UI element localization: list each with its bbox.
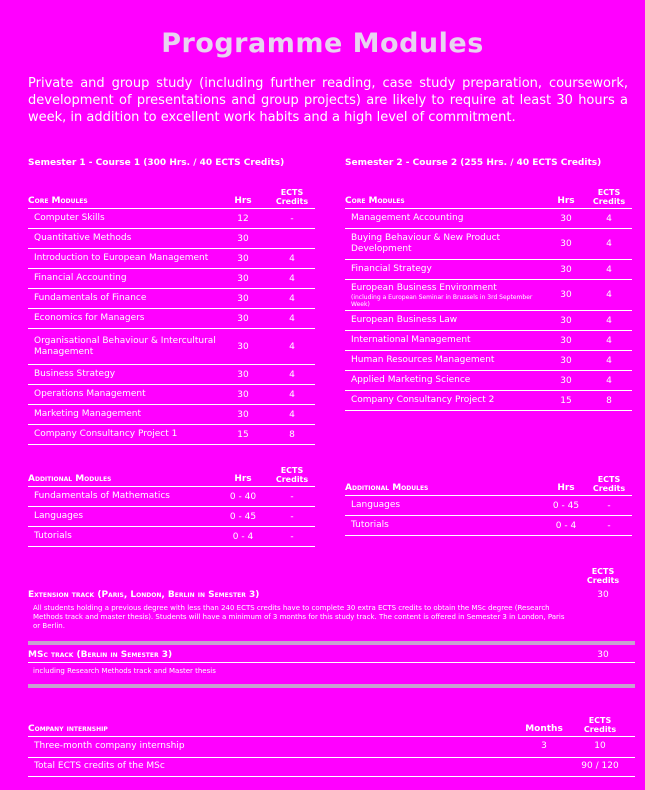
table-row <box>28 289 315 309</box>
table-row <box>345 280 632 311</box>
module-name-text: Management Accounting <box>351 213 464 223</box>
table-row <box>28 405 315 425</box>
module-name <box>28 429 226 440</box>
internship-row-credits: 10 <box>594 741 606 751</box>
module-credits: 4 <box>606 290 612 300</box>
divider <box>28 684 635 688</box>
table-header <box>28 458 315 487</box>
module-name <box>28 369 226 380</box>
module-name <box>28 531 226 542</box>
module-hrs: 30 <box>560 375 572 386</box>
module-name <box>28 213 226 224</box>
table-row <box>345 391 632 411</box>
module-hrs: 0 - 4 <box>232 531 254 542</box>
module-hrs: 30 <box>560 239 572 249</box>
module-credits: - <box>290 531 294 542</box>
module-name-text: International Management <box>351 335 471 345</box>
module-hrs: 30 <box>560 290 572 300</box>
module-name-text: European Business Environment <box>351 282 497 293</box>
col-hrs: Hrs <box>557 196 575 206</box>
module-name <box>345 264 549 275</box>
col-module: Core Modules <box>28 196 88 206</box>
table-row <box>345 516 632 536</box>
col-credits: ECTS Credits <box>275 466 309 484</box>
col-module: Additional Modules <box>345 483 429 493</box>
semester-1-heading: Semester 1 - Course 1 (300 Hrs. / 40 ECTS Credits) <box>28 158 285 168</box>
module-hrs: 0 - 45 <box>552 500 580 511</box>
module-name-text: European Business Law <box>351 315 458 325</box>
module-name <box>345 520 549 531</box>
module-name-text: Applied Marketing Science <box>351 375 471 385</box>
module-name <box>345 233 549 255</box>
module-name-text: Marketing Management <box>34 409 142 419</box>
semester-1-additional-table <box>28 458 315 547</box>
module-credits: - <box>607 500 611 511</box>
module-name <box>345 375 549 386</box>
table-row <box>28 229 315 249</box>
module-name-text: Fundamentals of Finance <box>34 293 147 303</box>
module-name <box>345 395 549 406</box>
module-credits: 4 <box>606 315 612 326</box>
module-name <box>345 315 549 326</box>
col-hrs: Hrs <box>557 483 575 493</box>
module-hrs: 30 <box>237 389 249 400</box>
table-row <box>28 329 315 365</box>
col-hrs: Hrs <box>234 196 252 206</box>
internship-col-months: Months <box>525 724 563 734</box>
module-credits: 4 <box>289 409 295 420</box>
internship-row-name: Three-month company internship <box>34 741 185 751</box>
col-credits: ECTS Credits <box>592 475 626 493</box>
module-name-text: Business Strategy <box>34 369 116 379</box>
module-name-text: Introduction to European Management <box>34 253 209 263</box>
module-name-text: Tutorials <box>34 531 72 541</box>
module-hrs: 30 <box>237 233 249 244</box>
module-credits: 4 <box>289 341 295 352</box>
module-hrs: 30 <box>560 213 572 224</box>
extension-heading: Extension track (Paris, London, Berlin in Semester 3) <box>28 590 260 600</box>
semester-2-heading: Semester 2 - Course 2 (255 Hrs. / 40 ECTS Credits) <box>345 158 602 168</box>
module-hrs: 15 <box>237 429 249 440</box>
divider <box>28 641 635 645</box>
module-name-text: Financial Strategy <box>351 264 432 274</box>
module-hrs: 30 <box>560 355 572 366</box>
col-module: Additional Modules <box>28 474 112 484</box>
module-credits: 8 <box>606 395 612 406</box>
module-name <box>345 335 549 346</box>
module-name-text: Human Resources Management <box>351 355 495 365</box>
module-note: (including a European Seminar in Brussels in 3rd September Week) <box>351 293 533 308</box>
module-hrs: 30 <box>237 341 249 352</box>
semester-2-additional-table <box>345 467 632 536</box>
table-header <box>28 180 315 209</box>
table-row <box>28 487 315 507</box>
extension-text: All students holding a previous degree with less than 240 ECTS credits have to complete 30 extra ECTS credits to obtain the MSc degree (Research Methods track and master thesis). Students will have a minimum of 3 months for this study track. The content is offered in Semester 3 in London, Paris or Berlin. <box>33 604 565 630</box>
extension-credits: 30 <box>597 590 609 600</box>
module-credits: 4 <box>606 213 612 224</box>
module-name-text: Economics for Managers <box>34 313 145 323</box>
module-name-text: Quantitative Methods <box>34 233 132 243</box>
module-credits: 4 <box>606 335 612 346</box>
module-credits: 8 <box>289 429 295 440</box>
module-hrs: 0 - 4 <box>555 520 577 531</box>
module-hrs: 12 <box>237 213 249 224</box>
semester-1-core-table <box>28 180 315 445</box>
module-credits: 4 <box>606 264 612 275</box>
module-name <box>28 491 226 502</box>
module-hrs: 15 <box>560 395 572 406</box>
module-name <box>28 273 226 284</box>
module-name-text: Organisational Behaviour & Intercultural Management <box>34 335 216 357</box>
msc-credits: 30 <box>597 650 609 660</box>
internship-header <box>28 712 635 737</box>
module-hrs: 30 <box>560 335 572 346</box>
table-row <box>345 496 632 516</box>
module-hrs: 30 <box>560 315 572 326</box>
table-row <box>345 260 632 280</box>
table-row <box>28 365 315 385</box>
table-row <box>345 351 632 371</box>
table-header <box>345 467 632 496</box>
table-row <box>345 229 632 260</box>
module-name <box>28 293 226 304</box>
module-name-text: Languages <box>351 500 401 510</box>
intro-paragraph: Private and group study (including further reading, case study preparation, coursework, development of presentations and group projects) are likely to require at least 30 hours a week, in addition to excellent work habits and a high level of commitment. <box>28 76 628 125</box>
table-row <box>28 527 315 547</box>
module-credits: - <box>290 511 294 522</box>
module-hrs: 0 - 45 <box>229 511 257 522</box>
internship-row <box>28 737 635 758</box>
module-name-text: Computer Skills <box>34 213 105 223</box>
extension-credits-header: ECTS Credits <box>586 567 620 585</box>
module-name <box>345 213 549 224</box>
module-credits: 4 <box>289 293 295 304</box>
module-name <box>28 409 226 420</box>
divider <box>28 662 635 663</box>
module-name <box>28 511 226 522</box>
module-credits: 4 <box>606 375 612 386</box>
table-row <box>28 425 315 445</box>
table-row <box>345 371 632 391</box>
total-row <box>28 758 635 777</box>
module-name <box>28 313 226 324</box>
module-name-text: Languages <box>34 511 84 521</box>
table-row <box>28 209 315 229</box>
col-hrs: Hrs <box>234 474 252 484</box>
page-title: Programme Modules <box>161 28 484 59</box>
internship-row-months: 3 <box>541 741 547 751</box>
module-name <box>28 389 226 400</box>
module-name-text: Company Consultancy Project 2 <box>351 395 495 405</box>
module-credits: 4 <box>289 389 295 400</box>
module-name-text: Company Consultancy Project 1 <box>34 429 178 439</box>
module-name-text: Buying Behaviour & New Product Development <box>351 233 501 254</box>
total-row-credits: 90 / 120 <box>581 761 619 771</box>
module-hrs: 30 <box>237 409 249 420</box>
table-row <box>345 209 632 229</box>
table-row <box>28 385 315 405</box>
col-credits: ECTS Credits <box>275 188 309 206</box>
table-row <box>345 311 632 331</box>
table-row <box>28 507 315 527</box>
module-hrs: 30 <box>237 313 249 324</box>
table-row <box>28 309 315 329</box>
semester-2-core-table <box>345 180 632 411</box>
module-hrs: 30 <box>237 253 249 264</box>
module-name <box>28 253 226 264</box>
module-credits: 4 <box>289 369 295 380</box>
module-credits: - <box>607 520 611 531</box>
table-header <box>345 180 632 209</box>
internship-col-name: Company internship <box>28 724 108 734</box>
table-row <box>345 331 632 351</box>
module-credits: - <box>290 491 294 502</box>
module-name <box>345 355 549 366</box>
internship-col-credits: ECTS Credits <box>583 716 617 734</box>
col-credits: ECTS Credits <box>592 188 626 206</box>
module-hrs: 30 <box>237 273 249 284</box>
module-hrs: 0 - 40 <box>229 491 257 502</box>
module-hrs: 30 <box>237 369 249 380</box>
module-credits: 4 <box>289 253 295 264</box>
module-credits: 4 <box>606 355 612 366</box>
module-hrs: 30 <box>237 293 249 304</box>
msc-heading: MSc track (Berlin in Semester 3) <box>28 650 173 660</box>
module-credits: 4 <box>289 313 295 324</box>
module-name <box>28 233 226 244</box>
module-name-text: Tutorials <box>351 520 389 530</box>
module-name-text: Financial Accounting <box>34 273 127 283</box>
module-name <box>345 500 549 511</box>
module-name-text: Operations Management <box>34 389 146 399</box>
total-row-name: Total ECTS credits of the MSc <box>34 761 165 771</box>
module-credits: - <box>290 213 294 224</box>
table-row <box>28 269 315 289</box>
module-hrs: 30 <box>560 264 572 275</box>
table-row <box>28 249 315 269</box>
msc-text: including Research Methods track and Master thesis <box>33 667 216 675</box>
module-credits: 4 <box>606 239 612 249</box>
module-name-text: Fundamentals of Mathematics <box>34 491 170 501</box>
module-name <box>28 336 226 358</box>
module-credits: 4 <box>289 273 295 284</box>
col-module: Core Modules <box>345 196 405 206</box>
module-name <box>345 283 549 308</box>
